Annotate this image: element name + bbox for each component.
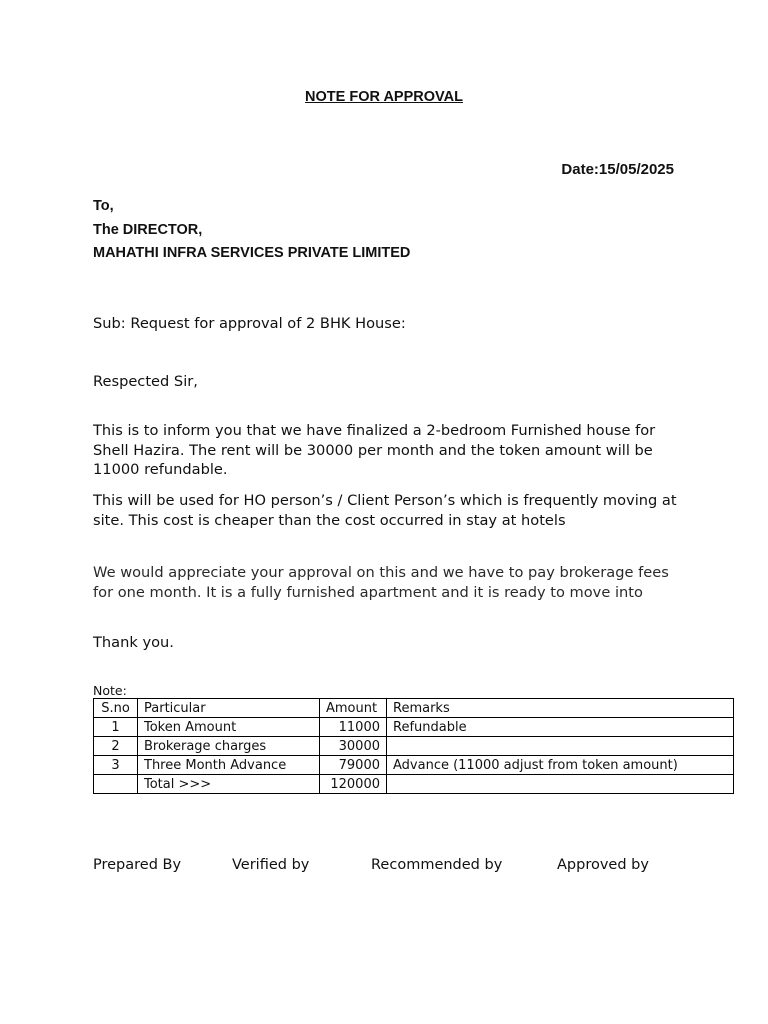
body-paragraph-3: We would appreciate your approval on this and we have to pay brokerage fees for one month. It is a fully furnished apartment and it is ready to move into xyxy=(93,564,669,601)
header-sno: S.no xyxy=(94,699,138,718)
total-cell-sno xyxy=(94,775,138,794)
cell-particular: Token Amount xyxy=(138,718,320,737)
document-title-text: NOTE FOR APPROVAL xyxy=(305,89,463,105)
address-line-company: MAHATHI INFRA SERVICES PRIVATE LIMITED xyxy=(93,245,411,261)
cell-particular: Three Month Advance xyxy=(138,756,320,775)
document-title xyxy=(0,89,768,105)
salutation: Respected Sir, xyxy=(93,373,198,390)
body-paragraph-2: This will be used for HO person’s / Client Person’s which is frequently moving at site. This cost is cheaper than the cost occurred in stay at hotels xyxy=(93,492,677,529)
address-line-recipient: The DIRECTOR, xyxy=(93,222,203,238)
signature-recommended-by: Recommended by xyxy=(371,857,503,873)
cell-amount: 79000 xyxy=(320,756,387,775)
body-paragraph-1: This is to inform you that we have finalized a 2-bedroom Furnished house for Shell Hazira. The rent will be 30000 per month and the token amount will be 11000 refundable. xyxy=(93,422,656,479)
cell-remarks xyxy=(387,737,734,756)
header-particular: Particular xyxy=(138,699,320,718)
header-amount: Amount xyxy=(320,699,387,718)
signature-block xyxy=(93,857,693,877)
total-label: Total >>> xyxy=(138,775,320,794)
table-header-row xyxy=(94,699,734,718)
signature-prepared-by: Prepared By xyxy=(93,857,182,873)
table-row xyxy=(94,718,734,737)
signature-verified-by: Verified by xyxy=(232,857,310,873)
cell-particular: Brokerage charges xyxy=(138,737,320,756)
signature-approved-by: Approved by xyxy=(557,857,649,873)
cell-remarks: Refundable xyxy=(387,718,734,737)
document-date: Date:15/05/2025 xyxy=(561,161,674,178)
note-label: Note: xyxy=(93,683,127,698)
cell-remarks: Advance (11000 adjust from token amount) xyxy=(387,756,734,775)
cell-amount: 11000 xyxy=(320,718,387,737)
subject-line: Sub: Request for approval of 2 BHK House: xyxy=(93,315,406,332)
total-amount: 120000 xyxy=(320,775,387,794)
cost-table xyxy=(93,698,734,794)
address-line-to: To, xyxy=(93,198,114,214)
table-total-row xyxy=(94,775,734,794)
table-row xyxy=(94,737,734,756)
total-remarks xyxy=(387,775,734,794)
cell-sno: 1 xyxy=(94,718,138,737)
cell-sno: 2 xyxy=(94,737,138,756)
closing-line: Thank you. xyxy=(93,634,174,651)
cell-amount: 30000 xyxy=(320,737,387,756)
cell-sno: 3 xyxy=(94,756,138,775)
table-row xyxy=(94,756,734,775)
header-remarks: Remarks xyxy=(387,699,734,718)
